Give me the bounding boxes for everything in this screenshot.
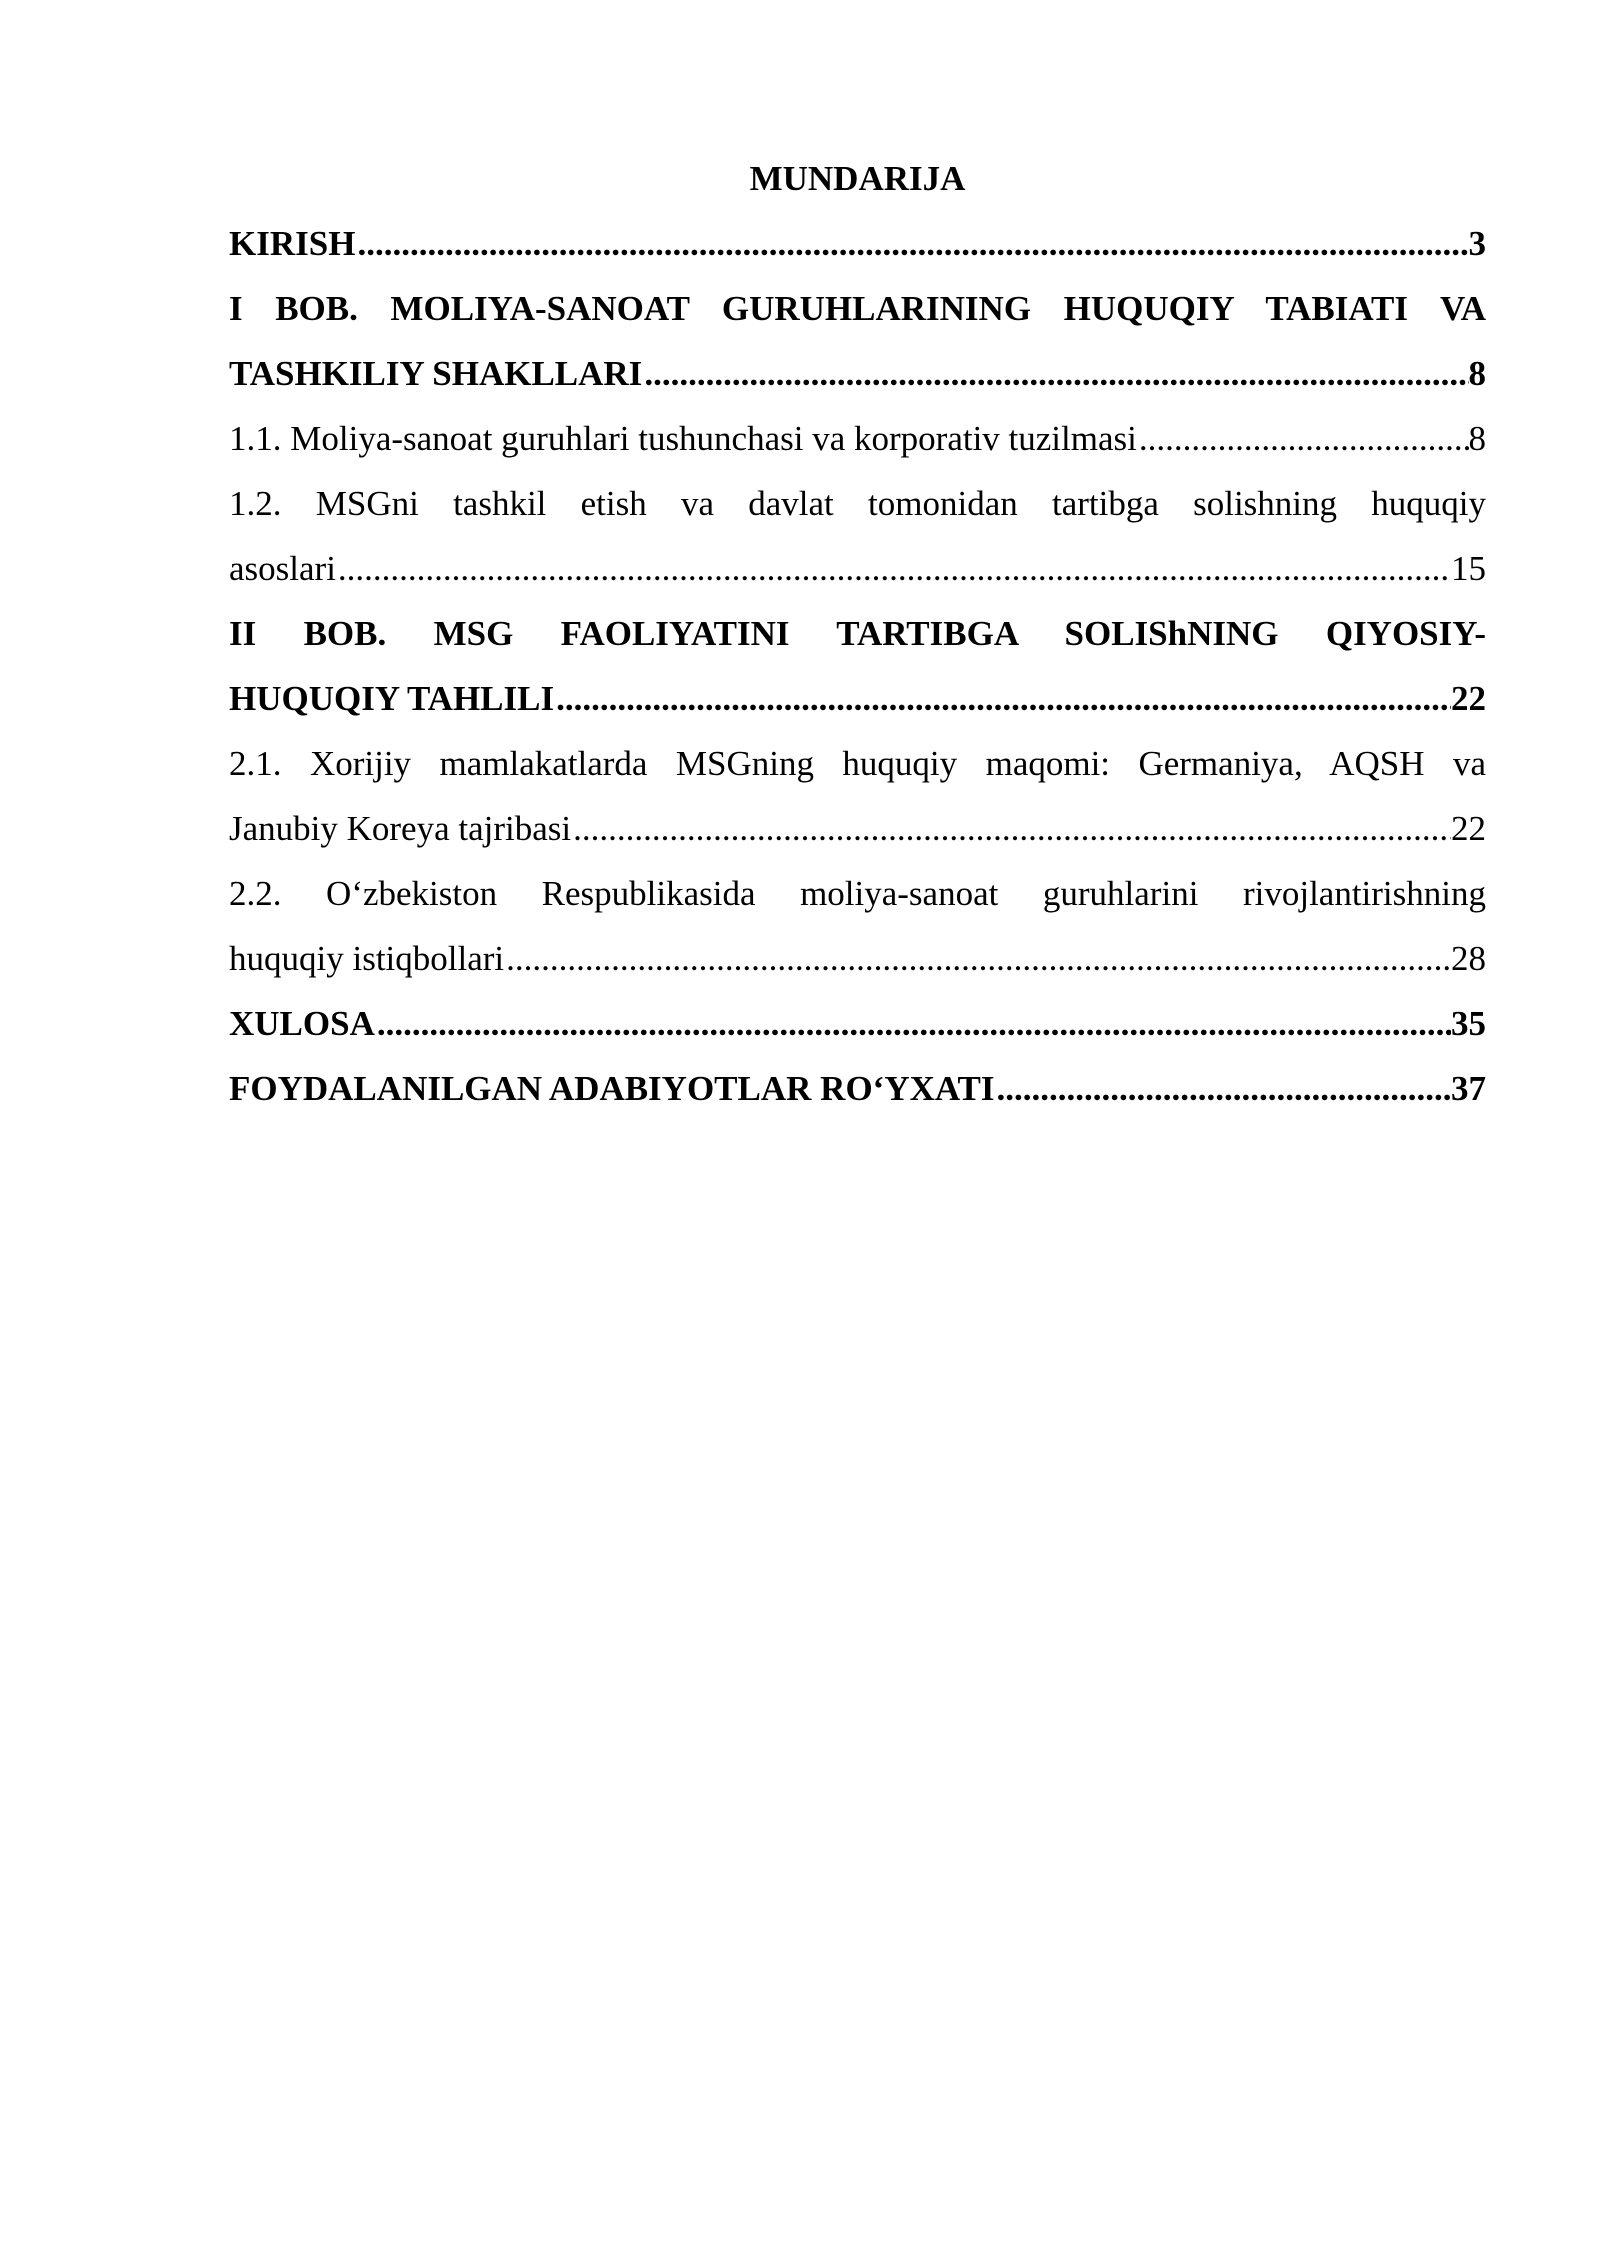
dot-leader <box>554 666 1451 731</box>
dot-leader <box>1137 406 1469 471</box>
toc-page-number: 37 <box>1451 1069 1486 1108</box>
toc-entry-section-2-2 <box>229 861 1486 991</box>
toc-entry-text-line: 1.2. MSGni tashkil etish va davlat tomonidan tartibga solishning huquqiy <box>229 484 1486 523</box>
toc-page-number: 8 <box>1468 354 1486 393</box>
toc-entry-text: Janubiy Koreya tajribasi <box>229 809 572 848</box>
toc-entry-text-line: 2.2. O‘zbekiston Respublikasida moliya-sanoat guruhlarini rivojlantirishning <box>229 874 1486 913</box>
toc-entry-text: TASHKILIY SHAKLLARI <box>229 354 643 393</box>
table-of-contents <box>229 146 1486 1121</box>
toc-page-number: 15 <box>1451 549 1486 588</box>
toc-entry-text: asoslari <box>229 549 336 588</box>
toc-entry-adabiyotlar <box>229 1056 1486 1121</box>
toc-entry-section-2-1 <box>229 731 1486 861</box>
toc-entry-kirish <box>229 211 1486 276</box>
toc-entry-section-1-2 <box>229 471 1486 601</box>
toc-entry-xulosa <box>229 991 1486 1056</box>
toc-entry-text-line: I BOB. MOLIYA-SANOAT GURUHLARINING HUQUQIY TABIATI VA <box>229 289 1486 328</box>
toc-entry-text: XULOSA <box>229 1004 375 1043</box>
toc-entry-text: FOYDALANILGAN ADABIYOTLAR RO‘YXATI <box>229 1069 995 1108</box>
dot-leader <box>642 341 1468 406</box>
dot-leader <box>336 536 1451 601</box>
toc-page-number: 22 <box>1451 809 1486 848</box>
dot-leader <box>504 926 1451 991</box>
toc-page-number: 8 <box>1468 419 1486 458</box>
toc-entry-text: huquqiy istiqbollari <box>229 939 505 978</box>
toc-entry-bob-2 <box>229 601 1486 731</box>
toc-entry-text-line: 2.1. Xorijiy mamlakatlarda MSGning huquqiy maqomi: Germaniya, AQSH va <box>229 744 1486 783</box>
toc-entry-text-line: II BOB. MSG FAOLIYATINI TARTIBGA SOLIShNING QIYOSIY- <box>229 614 1486 653</box>
dot-leader <box>375 991 1451 1056</box>
toc-entry-bob-1 <box>229 276 1486 406</box>
toc-page-number: 22 <box>1451 679 1486 718</box>
toc-entry-section-1-1 <box>229 406 1486 471</box>
toc-entry-text: 1.1. Moliya-sanoat guruhlari tushunchasi va korporativ tuzilmasi <box>229 419 1137 458</box>
dot-leader <box>995 1056 1451 1121</box>
toc-page-number: 3 <box>1468 224 1486 263</box>
toc-title: MUNDARIJA <box>749 159 966 198</box>
dot-leader <box>571 796 1451 861</box>
toc-entry-text: KIRISH <box>229 224 356 263</box>
toc-entry-text: HUQUQIY TAHLILI <box>229 679 555 718</box>
toc-page-number: 28 <box>1451 939 1486 978</box>
dot-leader <box>355 211 1468 276</box>
toc-page-number: 35 <box>1451 1004 1486 1043</box>
